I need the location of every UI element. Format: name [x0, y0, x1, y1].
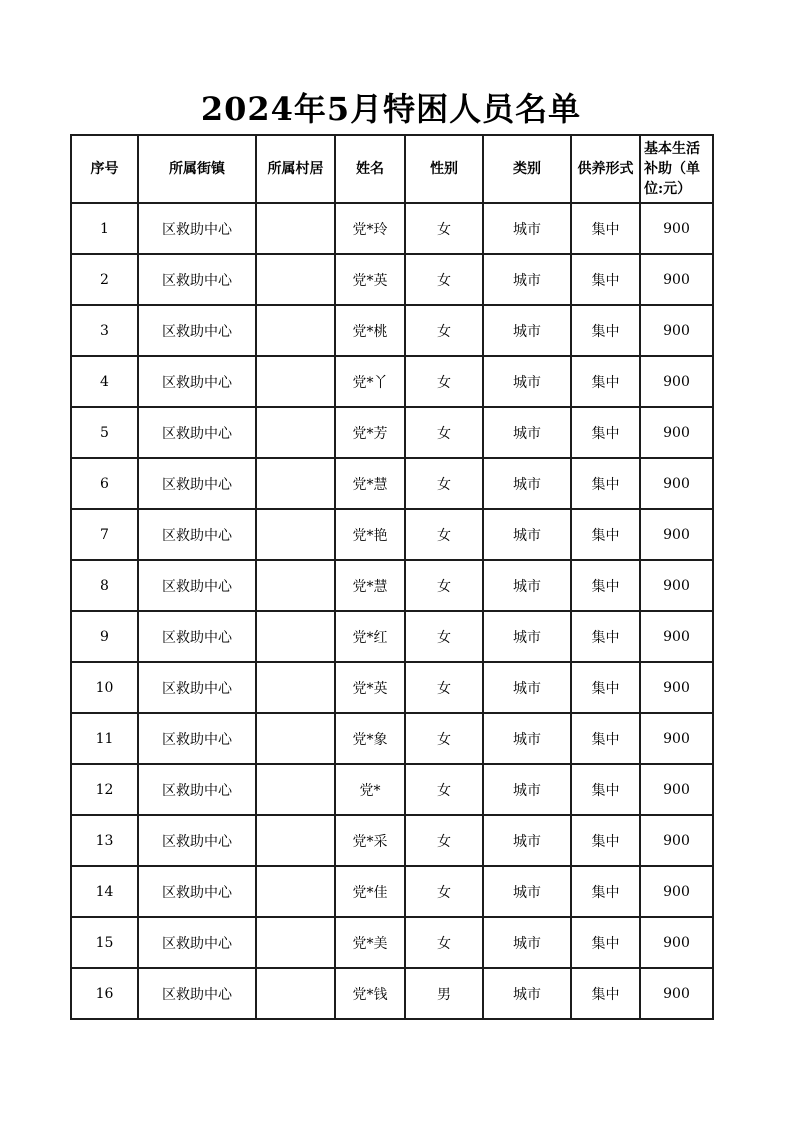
- cell-category: 城市: [483, 662, 571, 713]
- cell-subsidy: 900: [640, 713, 713, 764]
- cell-name: 党*美: [335, 917, 405, 968]
- table-row: [71, 611, 713, 662]
- table-row: [71, 203, 713, 254]
- cell-subsidy: 900: [640, 662, 713, 713]
- cell-village: [256, 968, 335, 1019]
- cell-street: 区救助中心: [138, 356, 256, 407]
- cell-index: 3: [71, 305, 138, 356]
- cell-category: 城市: [483, 407, 571, 458]
- cell-index: 10: [71, 662, 138, 713]
- column-header-category: 类别: [483, 135, 571, 203]
- cell-subsidy: 900: [640, 917, 713, 968]
- cell-category: 城市: [483, 560, 571, 611]
- cell-support_form: 集中: [571, 560, 640, 611]
- cell-support_form: 集中: [571, 713, 640, 764]
- cell-subsidy: 900: [640, 968, 713, 1019]
- cell-name: 党*慧: [335, 458, 405, 509]
- cell-name: 党*红: [335, 611, 405, 662]
- cell-name: 党*英: [335, 254, 405, 305]
- table-row: [71, 560, 713, 611]
- column-header-village: 所属村居: [256, 135, 335, 203]
- column-header-name: 姓名: [335, 135, 405, 203]
- column-header-street: 所属街镇: [138, 135, 256, 203]
- cell-gender: 女: [405, 305, 483, 356]
- cell-subsidy: 900: [640, 356, 713, 407]
- cell-village: [256, 713, 335, 764]
- table-body: [71, 203, 713, 1019]
- table-row: [71, 356, 713, 407]
- cell-street: 区救助中心: [138, 968, 256, 1019]
- cell-index: 16: [71, 968, 138, 1019]
- page-title: 2024年5月特困人员名单: [200, 90, 582, 128]
- cell-village: [256, 458, 335, 509]
- cell-name: 党*佳: [335, 866, 405, 917]
- table-row: [71, 815, 713, 866]
- cell-index: 1: [71, 203, 138, 254]
- cell-village: [256, 509, 335, 560]
- cell-gender: 男: [405, 968, 483, 1019]
- table-row: [71, 305, 713, 356]
- cell-subsidy: 900: [640, 764, 713, 815]
- cell-category: 城市: [483, 203, 571, 254]
- cell-subsidy: 900: [640, 254, 713, 305]
- cell-subsidy: 900: [640, 305, 713, 356]
- cell-support_form: 集中: [571, 815, 640, 866]
- cell-gender: 女: [405, 662, 483, 713]
- cell-gender: 女: [405, 917, 483, 968]
- cell-street: 区救助中心: [138, 917, 256, 968]
- cell-support_form: 集中: [571, 866, 640, 917]
- cell-support_form: 集中: [571, 968, 640, 1019]
- cell-gender: 女: [405, 203, 483, 254]
- roster-table: [70, 134, 714, 1020]
- table-row: [71, 968, 713, 1019]
- cell-category: 城市: [483, 968, 571, 1019]
- cell-gender: 女: [405, 509, 483, 560]
- cell-support_form: 集中: [571, 254, 640, 305]
- cell-name: 党*英: [335, 662, 405, 713]
- cell-gender: 女: [405, 458, 483, 509]
- cell-village: [256, 917, 335, 968]
- cell-index: 13: [71, 815, 138, 866]
- cell-category: 城市: [483, 356, 571, 407]
- table-row: [71, 509, 713, 560]
- cell-gender: 女: [405, 254, 483, 305]
- cell-index: 14: [71, 866, 138, 917]
- cell-name: 党*芳: [335, 407, 405, 458]
- cell-street: 区救助中心: [138, 764, 256, 815]
- cell-village: [256, 764, 335, 815]
- cell-subsidy: 900: [640, 560, 713, 611]
- cell-index: 9: [71, 611, 138, 662]
- cell-street: 区救助中心: [138, 815, 256, 866]
- cell-street: 区救助中心: [138, 866, 256, 917]
- cell-name: 党*桃: [335, 305, 405, 356]
- cell-index: 7: [71, 509, 138, 560]
- cell-name: 党*象: [335, 713, 405, 764]
- table-row: [71, 407, 713, 458]
- cell-support_form: 集中: [571, 203, 640, 254]
- cell-name: 党*丫: [335, 356, 405, 407]
- table-row: [71, 866, 713, 917]
- column-header-index: 序号: [71, 135, 138, 203]
- cell-gender: 女: [405, 866, 483, 917]
- table-row: [71, 764, 713, 815]
- cell-street: 区救助中心: [138, 254, 256, 305]
- cell-village: [256, 254, 335, 305]
- cell-subsidy: 900: [640, 611, 713, 662]
- cell-name: 党*钱: [335, 968, 405, 1019]
- cell-village: [256, 407, 335, 458]
- cell-name: 党*慧: [335, 560, 405, 611]
- cell-village: [256, 356, 335, 407]
- cell-village: [256, 203, 335, 254]
- cell-name: 党*玲: [335, 203, 405, 254]
- cell-village: [256, 611, 335, 662]
- cell-street: 区救助中心: [138, 560, 256, 611]
- column-header-subsidy: 基本生活补助（单位:元）: [640, 135, 713, 203]
- cell-support_form: 集中: [571, 764, 640, 815]
- cell-gender: 女: [405, 713, 483, 764]
- cell-street: 区救助中心: [138, 509, 256, 560]
- cell-support_form: 集中: [571, 662, 640, 713]
- cell-support_form: 集中: [571, 917, 640, 968]
- cell-street: 区救助中心: [138, 203, 256, 254]
- table-row: [71, 917, 713, 968]
- cell-subsidy: 900: [640, 815, 713, 866]
- cell-gender: 女: [405, 356, 483, 407]
- table-row: [71, 713, 713, 764]
- cell-index: 8: [71, 560, 138, 611]
- cell-category: 城市: [483, 815, 571, 866]
- cell-gender: 女: [405, 815, 483, 866]
- cell-subsidy: 900: [640, 407, 713, 458]
- cell-street: 区救助中心: [138, 662, 256, 713]
- cell-gender: 女: [405, 560, 483, 611]
- table-row: [71, 458, 713, 509]
- cell-category: 城市: [483, 611, 571, 662]
- cell-support_form: 集中: [571, 509, 640, 560]
- table-row: [71, 662, 713, 713]
- cell-subsidy: 900: [640, 203, 713, 254]
- cell-index: 12: [71, 764, 138, 815]
- table-header: [71, 135, 713, 203]
- cell-index: 4: [71, 356, 138, 407]
- cell-index: 6: [71, 458, 138, 509]
- cell-village: [256, 662, 335, 713]
- cell-index: 2: [71, 254, 138, 305]
- cell-category: 城市: [483, 764, 571, 815]
- cell-support_form: 集中: [571, 458, 640, 509]
- cell-village: [256, 305, 335, 356]
- cell-village: [256, 560, 335, 611]
- column-header-support_form: 供养形式: [571, 135, 640, 203]
- cell-subsidy: 900: [640, 509, 713, 560]
- cell-gender: 女: [405, 407, 483, 458]
- cell-gender: 女: [405, 611, 483, 662]
- cell-name: 党*采: [335, 815, 405, 866]
- cell-category: 城市: [483, 866, 571, 917]
- cell-support_form: 集中: [571, 356, 640, 407]
- header-row: [71, 135, 713, 203]
- cell-category: 城市: [483, 917, 571, 968]
- document-page: [70, 0, 712, 1020]
- cell-support_form: 集中: [571, 305, 640, 356]
- cell-category: 城市: [483, 458, 571, 509]
- cell-index: 15: [71, 917, 138, 968]
- cell-category: 城市: [483, 509, 571, 560]
- cell-street: 区救助中心: [138, 407, 256, 458]
- cell-street: 区救助中心: [138, 713, 256, 764]
- cell-index: 5: [71, 407, 138, 458]
- cell-support_form: 集中: [571, 407, 640, 458]
- cell-name: 党*艳: [335, 509, 405, 560]
- column-header-gender: 性别: [405, 135, 483, 203]
- cell-category: 城市: [483, 305, 571, 356]
- cell-village: [256, 815, 335, 866]
- cell-gender: 女: [405, 764, 483, 815]
- cell-support_form: 集中: [571, 611, 640, 662]
- cell-subsidy: 900: [640, 458, 713, 509]
- table-row: [71, 254, 713, 305]
- cell-name: 党*: [335, 764, 405, 815]
- cell-index: 11: [71, 713, 138, 764]
- cell-category: 城市: [483, 254, 571, 305]
- cell-subsidy: 900: [640, 866, 713, 917]
- cell-street: 区救助中心: [138, 458, 256, 509]
- cell-category: 城市: [483, 713, 571, 764]
- cell-village: [256, 866, 335, 917]
- cell-street: 区救助中心: [138, 611, 256, 662]
- cell-street: 区救助中心: [138, 305, 256, 356]
